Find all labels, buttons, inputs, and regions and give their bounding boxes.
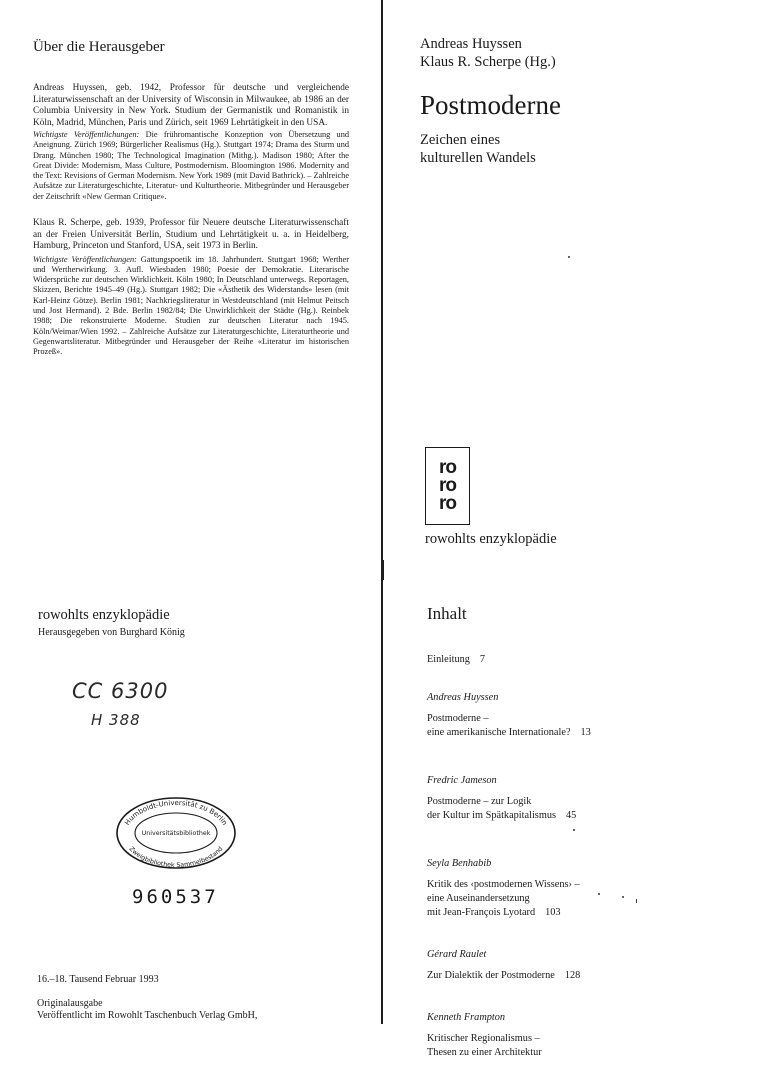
toc-title-line: der Kultur im Spätkapitalismus <box>427 810 556 821</box>
handwritten-callnumber: CC 6300 <box>72 679 169 703</box>
series-editor: Herausgegeben von Burghard König <box>38 627 185 638</box>
huyssen-bio-text: Andreas Huyssen, geb. 1942, Professor für deutsche und vergleichende Literaturwissenschaft an der University of Wisconsin in Milwaukee, ab 1986 an der Columbia University in New York. Studium der Germanistik und Romanistik in Köln, Madrid, München, Paris und Zürich, seit 1969 Lehrtätigkeit in den USA. <box>33 83 349 128</box>
svg-text:Zweigbibliothek Sammelbestand <box>128 846 225 870</box>
toc-author: Seyla Benhabib <box>427 858 492 869</box>
toc-title-line: eine amerikanische Internationale? <box>427 727 571 738</box>
imprint-line-4: Veröffentlicht im Rowohlt Taschenbuch Verlag GmbH, <box>37 1010 258 1021</box>
gutter-mark <box>383 560 384 580</box>
toc-title-line: eine Auseinandersetzung <box>427 893 530 904</box>
logo-letters-2: ro <box>439 475 456 496</box>
huyssen-bio <box>33 83 349 129</box>
huyssen-works-text: Die frühromantische Konzeption von Übersetzung und Aneignung. Zürich 1969; Bürgerlicher Realismus (Hg.). Stuttgart 1974; Drama des Sturm und Drang. München 1980; The Technological Imagination (Mithg.). Madison 1980; After the Great Divide: Modernism, Mass Culture, Postmodernism. Bloomington 1986. Modernity and the Text: Revisions of German Modernism. New York 1989 (mit David Bathrick). – Zahlreiche Aufsätze zur Literaturgeschichte, Literatur- und Kulturtheorie. Mitbegründer und Herausgeber der Zeitschrift «New German Critique». <box>33 130 350 201</box>
toc-page-number: 128 <box>564 970 581 981</box>
scherpe-works-text: Gattungspoetik im 18. Jahrhundert. Stuttgart 1968; Werther und Wertherwirkung. 3. Aufl. Wiesbaden 1980; Poesie der Demokratie. Literarische Widersprüche zur deutschen Wirklichkeit. Köln 1980; In Deutschland unterwegs. Reportagen, Skizzen, Berichte 1945–49 (Hg.). Stuttgart 1982; Die «Ästhetik des Widerstands» lesen (mit Karl-Heinz Götze). Berlin 1981; Nachkriegsliteratur in Westdeutschland (mit Helmut Peitsch und Jost Hermand). 2 Bde. Berlin 1982/84; Die Unwirklichkeit der Städte (Hg.). Reinbek 1988; Die rekonstruierte Moderne. Studien zur deutschen Literatur nach 1945. Köln/Weimar/Wien 1992. – Zahlreiche Aufsätze zur Literaturgeschichte, Literaturtheorie und Gegenwartsliteratur. Mitbegründer und Herausgeber der Reihe «Literatur im historischen Prozeß». <box>33 254 349 357</box>
scan-speck <box>636 899 637 903</box>
toc-page-number: 45 <box>565 810 577 821</box>
toc-introduction[interactable] <box>427 653 747 667</box>
library-stamp <box>114 795 238 876</box>
book-gutter-line <box>381 0 383 1024</box>
toc-title-line: Postmoderne – <box>427 713 489 724</box>
imprint-line-1: 16.–18. Tausend Februar 1993 <box>37 974 159 985</box>
toc-page-number: 13 <box>580 727 591 738</box>
toc-title-line: Thesen zu einer Architektur <box>427 1047 542 1058</box>
toc-intro-label: Einleitung <box>427 654 470 665</box>
toc-entry[interactable] <box>427 691 747 740</box>
publisher-series: rowohlts enzyklopädie <box>425 531 557 547</box>
toc-title-line: Kritischer Regionalismus – <box>427 1033 540 1044</box>
handwritten-callnumber-suffix: H 388 <box>91 711 141 729</box>
toc-entry[interactable] <box>427 774 747 823</box>
series-name: rowohlts enzyklopädie <box>38 607 170 623</box>
toc-entry[interactable] <box>427 948 747 983</box>
toc-entry[interactable] <box>427 857 747 920</box>
toc-title-line: mit Jean-François Lyotard <box>427 907 536 918</box>
imprint-gap <box>37 987 257 998</box>
title-page <box>420 35 750 167</box>
scherpe-works-label: Wichtigste Veröffentlichungen: <box>33 254 137 264</box>
subtitle-line-1: Zeichen eines <box>420 132 501 148</box>
book-title: Postmoderne <box>420 90 561 120</box>
contents-heading: Inhalt <box>427 604 467 623</box>
logo-letters-3: ro <box>439 493 456 514</box>
toc-entry[interactable] <box>427 1011 747 1060</box>
about-editors-heading: Über die Herausgeber <box>33 39 165 55</box>
toc-title-line: Zur Dialektik der Postmoderne <box>427 970 555 981</box>
editor-name-2: Klaus R. Scherpe (Hg.) <box>420 54 556 70</box>
logo-letters-1: ro <box>439 457 456 478</box>
scan-speck <box>598 893 600 895</box>
library-shelfmark: 960537 <box>132 886 219 908</box>
about-editors-page <box>33 38 349 358</box>
stamp-center-text: Universitätsbibliothek <box>141 830 211 837</box>
scan-speck <box>573 829 575 831</box>
huyssen-works <box>33 130 349 202</box>
toc-title-line: Postmoderne – zur Logik <box>427 796 532 807</box>
scherpe-bio <box>33 218 349 253</box>
editor-name-1: Andreas Huyssen <box>420 36 522 52</box>
rororo-logo <box>425 447 470 525</box>
toc-page-number: 103 <box>545 907 561 918</box>
scan-speck <box>568 256 570 258</box>
scherpe-works <box>33 255 349 358</box>
editor-names <box>420 35 750 71</box>
contents-page <box>427 604 747 1080</box>
toc-author: Andreas Huyssen <box>427 692 499 703</box>
scherpe-bio-text: Klaus R. Scherpe, geb. 1939, Professor für Neuere deutsche Literaturwissenschaft an der Freien Universität Berlin, Studium und Lehrtätigkeit u. a. in Heidelberg, Hamburg, Princeton und Stanford, USA, seit 1973 in Berlin. <box>33 218 349 252</box>
toc-author: Fredric Jameson <box>427 775 497 786</box>
series-page <box>38 606 358 639</box>
huyssen-works-label: Wichtigste Veröffentlichungen: <box>33 130 140 139</box>
toc-author: Gérard Raulet <box>427 949 487 960</box>
toc-intro-page: 7 <box>479 654 486 665</box>
toc-title-line: Kritik des ‹postmodernen Wissens› – <box>427 879 580 890</box>
scan-speck <box>622 896 624 898</box>
imprint-line-3: Originalausgabe <box>37 997 103 1009</box>
toc-author: Kenneth Frampton <box>427 1012 506 1023</box>
book-subtitle <box>420 131 750 167</box>
subtitle-line-2: kulturellen Wandels <box>420 150 536 166</box>
stamp-top-text: Humboldt-Universität zu Berlin <box>123 798 229 827</box>
imprint <box>37 974 257 1023</box>
stamp-bottom-text: Zweigbibliothek Sammelbestand <box>127 845 225 870</box>
